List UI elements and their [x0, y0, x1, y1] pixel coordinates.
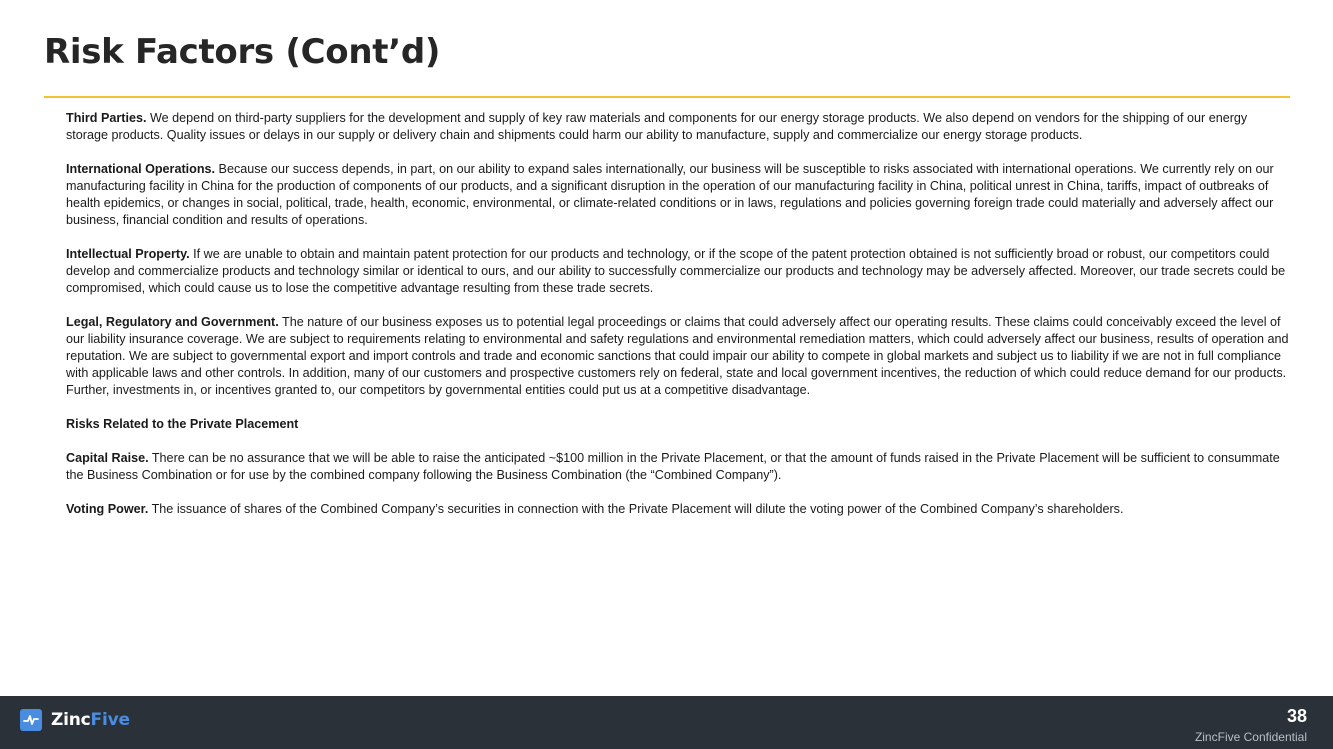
risk-heading: Legal, Regulatory and Government.	[66, 315, 279, 329]
risk-body: Because our success depends, in part, on our ability to expand sales internationally, our business will be susceptible to risks associated with international operations. We currently rely on our manufacturing facility in China for the production of components of our products, and a significant disruption in the operation of our manufacturing facility in China, political unrest in China, tariffs, impact of outbreaks of health epidemics, or changes in social, political, trade, health, economic, environmental, or climate-related conditions or in laws, regulations and policies governing foreign trade could materially and adversely affect our business, financial condition and results of operations.	[66, 162, 1274, 227]
zincfive-bolt-icon	[20, 709, 42, 731]
zincfive-logo	[20, 709, 130, 731]
page-number: 38	[1286, 706, 1307, 726]
risk-heading: Voting Power.	[66, 502, 149, 516]
risk-heading: Intellectual Property.	[66, 247, 190, 261]
risk-body: If we are unable to obtain and maintain patent protection for our products and technology, or if the scope of the patent protection obtained is not sufficiently broad or robust, our competitors could develop and commercialize products and technology similar or identical to ours, and our ability to successfully commercialize our products and technology may be adversely affected. Moreover, our trade secrets could be compromised, which could cause us to lose the competitive advantage resulting from these trade secrets.	[66, 247, 1286, 295]
risk-paragraph-intellectual-property	[66, 246, 1290, 297]
risk-heading: International Operations.	[66, 162, 216, 176]
risk-factors-content	[66, 110, 1290, 518]
risk-paragraph-legal-regulatory	[66, 314, 1290, 399]
risk-heading: Capital Raise.	[66, 451, 149, 465]
subsection-title	[66, 416, 1290, 433]
risk-paragraph-third-parties	[66, 110, 1290, 144]
footer-bar	[0, 696, 1333, 749]
logo-wordmark	[51, 710, 130, 730]
page-title: Risk Factors (Cont’d)	[44, 32, 441, 72]
confidential-label: ZincFive Confidential	[1194, 730, 1307, 744]
logo-wordmark-five: Five	[90, 710, 130, 730]
risk-body: The nature of our business exposes us to potential legal proceedings or claims that could adversely affect our operating results. These claims could conceivably exceed the level of our liability insurance coverage. We are subject to requirements relating to environmental and safety regulations and environmental remediation matters, which could adversely affect our business, results of operation and reputation. We are subject to governmental export and import controls and trade and economic sanctions that could impair our ability to compete in global markets and subject us to liability if we are not in full compliance with applicable laws and other controls. In addition, many of our customers and prospective customers rely on federal, state and local government incentives, the reduction of which could reduce demand for our products. Further, investments in, or incentives granted to, our competitors by governmental entities could put us at a competitive disadvantage.	[66, 315, 1289, 397]
risk-paragraph-international-operations	[66, 161, 1290, 229]
subsection-heading: Risks Related to the Private Placement	[66, 417, 299, 431]
risk-body: The issuance of shares of the Combined Company’s securities in connection with the Private Placement will dilute the voting power of the Combined Company’s shareholders.	[148, 502, 1124, 516]
risk-heading: Third Parties.	[66, 111, 147, 125]
risk-paragraph-capital-raise	[66, 450, 1290, 484]
logo-wordmark-zinc: Zinc	[51, 710, 91, 730]
risk-body: We depend on third-party suppliers for the development and supply of key raw materials and components for our energy storage products. We also depend on vendors for the shipping of our energy storage products. Quality issues or delays in our supply or delivery chain and shipments could harm our ability to manufacture, supply and commercialize our energy storage products.	[66, 111, 1248, 142]
title-divider	[44, 96, 1290, 98]
risk-body: There can be no assurance that we will be able to raise the anticipated ~$100 million in the Private Placement, or that the amount of funds raised in the Private Placement will be sufficient to consummate the Business Combination or for use by the combined company following the Business Combination (the “Combined Company”).	[66, 451, 1280, 482]
risk-paragraph-voting-power	[66, 501, 1290, 518]
